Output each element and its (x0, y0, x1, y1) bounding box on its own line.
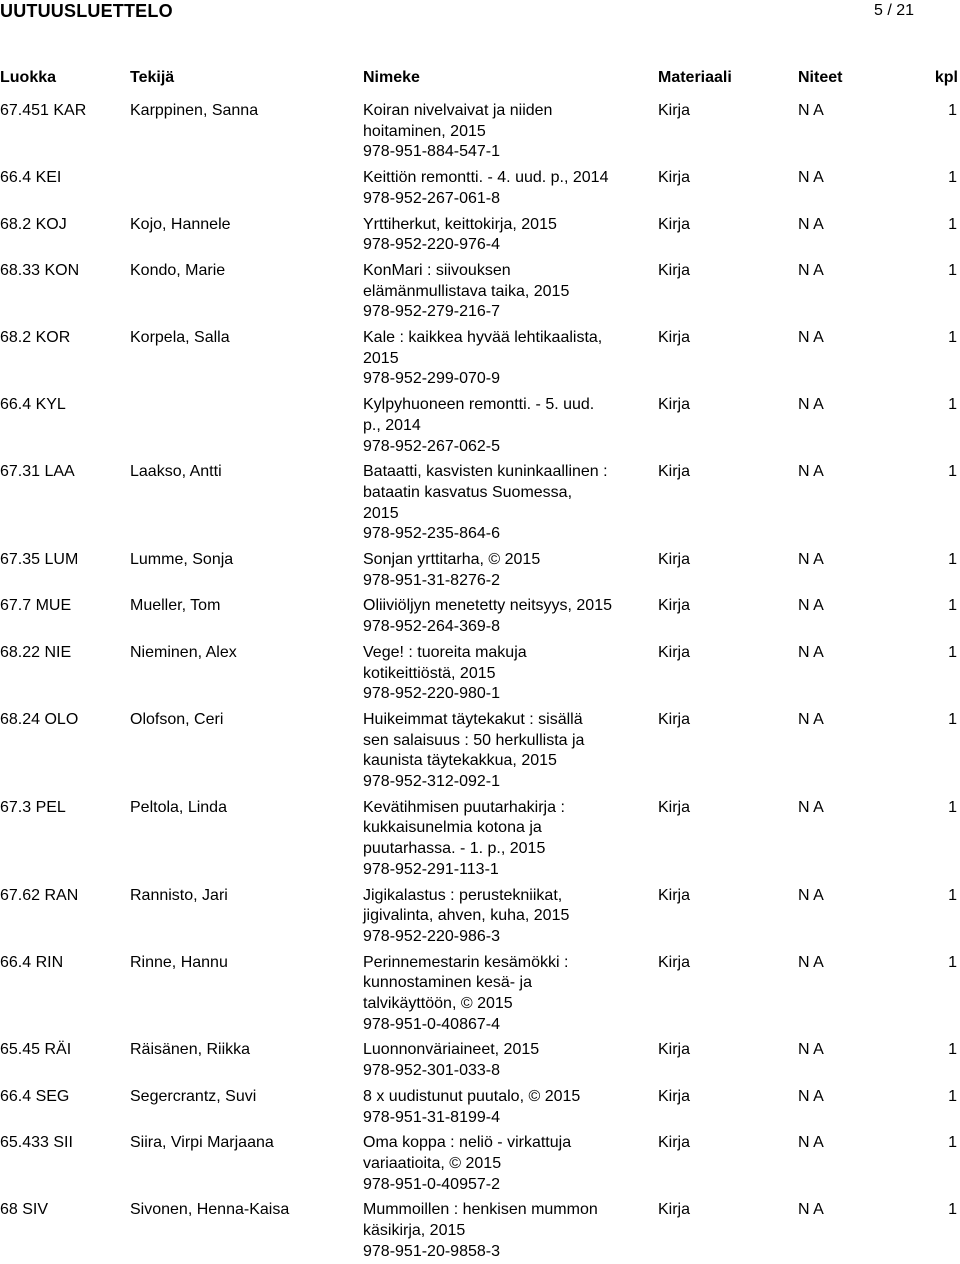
row-isbn: 978-951-884-547-1 (363, 143, 500, 161)
row-title-line: Sonjan yrttitarha, © 2015 (363, 551, 541, 568)
column-header-luokka: Luokka (0, 69, 57, 86)
row-materiaali: Kirja (658, 463, 691, 481)
row-nimeke (363, 462, 633, 545)
row-luokka: 65.433 SII (0, 1134, 73, 1152)
row-nimeke (363, 643, 633, 705)
row-title-line: elämänmullistava taika, 2015 (363, 282, 570, 300)
row-niteet: N A (798, 215, 824, 233)
row-tekija: Sivonen, Henna-Kaisa (130, 1201, 290, 1219)
row-title-line: hoitaminen, 2015 (363, 122, 486, 140)
row-luokka: 68.2 KOJ (0, 215, 67, 233)
row-materiaali: Kirja (658, 102, 691, 119)
row-kpl: 1 (948, 551, 957, 568)
row-tekija: Olofson, Ceri (130, 710, 224, 728)
row-nimeke (363, 1040, 633, 1081)
row-nimeke (363, 710, 633, 793)
row-isbn: 978-952-220-976-4 (363, 236, 500, 254)
column-header-nimeke: Nimeke (363, 69, 420, 86)
row-title-line: Kylpyhuoneen remontti. - 5. uud. (363, 396, 595, 414)
row-niteet: N A (798, 886, 824, 904)
row-luokka: 68 SIV (0, 1201, 49, 1219)
row-kpl: 1 (948, 710, 957, 728)
row-niteet: N A (798, 643, 824, 661)
row-title-line: Koiran nivelvaivat ja niiden (363, 102, 553, 119)
row-title-line: KonMari : siivouksen (363, 261, 511, 279)
row-luokka: 67.35 LUM (0, 551, 79, 568)
row-tekija: Kondo, Marie (130, 261, 226, 279)
row-nimeke (363, 1133, 633, 1195)
row-isbn: 978-951-31-8199-4 (363, 1108, 500, 1126)
row-materiaali: Kirja (658, 710, 691, 728)
row-isbn: 978-952-264-369-8 (363, 618, 500, 636)
row-isbn: 978-952-301-033-8 (363, 1062, 500, 1080)
row-kpl: 1 (948, 1041, 957, 1059)
row-materiaali: Kirja (658, 329, 691, 346)
row-niteet: N A (798, 953, 824, 971)
row-title-line: Oliiviöljyn menetetty neitsyys, 2015 (363, 597, 612, 615)
row-isbn: 978-952-235-864-6 (363, 525, 500, 543)
row-niteet: N A (798, 1201, 824, 1219)
row-luokka: 67.3 PEL (0, 798, 66, 816)
row-tekija: Laakso, Antti (130, 463, 222, 481)
row-niteet: N A (798, 1041, 824, 1059)
row-tekija: Karppinen, Sanna (130, 102, 259, 119)
row-kpl: 1 (948, 953, 957, 971)
row-kpl: 1 (948, 1134, 957, 1152)
row-title-line: p., 2014 (363, 416, 421, 434)
row-materiaali: Kirja (658, 1201, 691, 1219)
column-header-tekija: Tekijä (130, 69, 175, 86)
row-niteet: N A (798, 463, 824, 481)
row-luokka: 67.451 KAR (0, 102, 87, 119)
column-header-materiaali: Materiaali (658, 69, 732, 86)
row-tekija: Siira, Virpi Marjaana (130, 1134, 274, 1152)
column-header-niteet: Niteet (798, 69, 843, 86)
row-kpl: 1 (948, 102, 957, 119)
row-luokka: 66.4 RIN (0, 953, 64, 971)
row-niteet: N A (798, 329, 824, 346)
row-isbn: 978-952-279-216-7 (363, 303, 500, 321)
row-title-line: Keittiön remontti. - 4. uud. p., 2014 (363, 169, 609, 187)
row-isbn: 978-952-220-986-3 (363, 927, 500, 945)
row-title-line: jigivalinta, ahven, kuha, 2015 (363, 907, 570, 925)
row-tekija: Rannisto, Jari (130, 886, 228, 904)
row-kpl: 1 (948, 169, 957, 187)
row-materiaali: Kirja (658, 261, 691, 279)
row-niteet: N A (798, 261, 824, 279)
page-number: 5 / 21 (873, 2, 914, 19)
row-niteet: N A (798, 396, 824, 414)
row-title-line: variaatioita, © 2015 (363, 1154, 502, 1172)
row-nimeke (363, 1087, 633, 1128)
row-nimeke (363, 328, 633, 390)
row-luokka: 68.2 KOR (0, 329, 71, 346)
row-tekija: Peltola, Linda (130, 798, 227, 816)
row-title-line: Vege! : tuoreita makuja (363, 643, 527, 661)
row-materiaali: Kirja (658, 953, 691, 971)
row-tekija: Kojo, Hannele (130, 215, 231, 233)
row-niteet: N A (798, 1134, 824, 1152)
row-title-line: Luonnonväriaineet, 2015 (363, 1041, 540, 1059)
row-luokka: 66.4 KYL (0, 396, 66, 414)
row-materiaali: Kirja (658, 215, 691, 233)
row-isbn: 978-952-291-113-1 (363, 860, 499, 878)
row-materiaali: Kirja (658, 396, 691, 414)
row-title-line: kaunista täytekakkua, 2015 (363, 752, 557, 770)
row-niteet: N A (798, 1087, 824, 1105)
row-luokka: 66.4 SEG (0, 1087, 70, 1105)
row-title-line: kunnostaminen kesä- ja (363, 974, 532, 992)
row-title-line: käsikirja, 2015 (363, 1222, 466, 1239)
row-kpl: 1 (948, 1087, 957, 1105)
row-title-line: Perinnemestarin kesämökki : (363, 953, 569, 971)
row-nimeke (363, 886, 633, 948)
row-title-line: Mummoillen : henkisen mummon (363, 1201, 598, 1219)
row-nimeke (363, 798, 633, 881)
row-kpl: 1 (948, 261, 957, 279)
row-luokka: 68.33 KON (0, 261, 80, 279)
row-tekija: Räisänen, Riikka (130, 1041, 251, 1059)
row-title-line: 2015 (363, 349, 399, 367)
row-title-line: talvikäyttöön, © 2015 (363, 995, 513, 1012)
row-materiaali: Kirja (658, 1087, 691, 1105)
row-tekija: Lumme, Sonja (130, 551, 234, 568)
row-isbn: 978-952-220-980-1 (363, 685, 500, 703)
row-materiaali: Kirja (658, 597, 691, 615)
row-nimeke (363, 261, 633, 323)
row-title-line: kotikeittiöstä, 2015 (363, 664, 496, 682)
row-nimeke (363, 215, 633, 256)
row-kpl: 1 (948, 329, 957, 346)
row-materiaali: Kirja (658, 551, 691, 568)
row-niteet: N A (798, 551, 824, 568)
row-isbn: 978-951-20-9858-3 (363, 1242, 500, 1260)
row-luokka: 67.31 LAA (0, 463, 75, 481)
row-title-line: Huikeimmat täytekakut : sisällä (363, 710, 583, 728)
row-materiaali: Kirja (658, 169, 691, 187)
row-nimeke (363, 550, 633, 591)
row-nimeke (363, 101, 633, 163)
row-title-line: Oma koppa : neliö - virkattuja (363, 1134, 572, 1152)
row-isbn: 978-952-299-070-9 (363, 370, 500, 388)
row-kpl: 1 (948, 1201, 957, 1219)
row-luokka: 66.4 KEI (0, 169, 62, 187)
row-niteet: N A (798, 169, 824, 187)
row-nimeke (363, 395, 633, 457)
row-nimeke (363, 168, 633, 209)
row-title-line: sen salaisuus : 50 herkullista ja (363, 731, 585, 749)
row-title-line: puutarhassa. - 1. p., 2015 (363, 840, 546, 858)
row-nimeke (363, 953, 633, 1036)
row-luokka: 67.62 RAN (0, 886, 79, 904)
row-title-line: Kevätihmisen puutarhakirja : (363, 798, 565, 816)
row-tekija: Korpela, Salla (130, 329, 230, 346)
row-isbn: 978-952-312-092-1 (363, 773, 500, 790)
row-materiaali: Kirja (658, 1041, 691, 1059)
row-kpl: 1 (948, 886, 957, 904)
row-kpl: 1 (948, 215, 957, 233)
row-tekija: Nieminen, Alex (130, 643, 237, 661)
row-luokka: 65.45 RÄI (0, 1041, 72, 1059)
row-title-line: Kale : kaikkea hyvää lehtikaalista, (363, 329, 603, 346)
row-materiaali: Kirja (658, 886, 691, 904)
row-title-line: 2015 (363, 504, 399, 522)
row-kpl: 1 (948, 463, 957, 481)
column-header-kpl: kpl (934, 69, 958, 86)
row-tekija: Segercrantz, Suvi (130, 1087, 257, 1105)
row-isbn: 978-951-0-40957-2 (363, 1175, 500, 1193)
row-title-line: Yrttiherkut, keittokirja, 2015 (363, 215, 557, 233)
row-niteet: N A (798, 798, 824, 816)
row-title-line: Bataatti, kasvisten kuninkaallinen : (363, 463, 608, 481)
row-nimeke (363, 596, 633, 637)
row-luokka: 68.24 OLO (0, 710, 79, 728)
row-title-line: Jigikalastus : perustekniikat, (363, 886, 563, 904)
row-title-line: 8 x uudistunut puutalo, © 2015 (363, 1087, 581, 1105)
row-tekija: Mueller, Tom (130, 597, 221, 615)
row-kpl: 1 (948, 597, 957, 615)
row-niteet: N A (798, 597, 824, 615)
page-title: UUTUUSLUETTELO (0, 1, 173, 21)
row-niteet: N A (798, 710, 824, 728)
row-kpl: 1 (948, 396, 957, 414)
row-niteet: N A (798, 102, 824, 119)
row-isbn: 978-951-0-40867-4 (363, 1015, 500, 1033)
row-luokka: 68.22 NIE (0, 643, 72, 661)
row-tekija: Rinne, Hannu (130, 953, 228, 971)
row-materiaali: Kirja (658, 1134, 691, 1152)
column-headers (0, 69, 960, 91)
row-materiaali: Kirja (658, 643, 691, 661)
row-luokka: 67.7 MUE (0, 597, 72, 615)
row-kpl: 1 (948, 643, 957, 661)
row-kpl: 1 (948, 798, 957, 816)
row-isbn: 978-951-31-8276-2 (363, 571, 500, 589)
row-title-line: bataatin kasvatus Suomessa, (363, 483, 573, 501)
row-isbn: 978-952-267-061-8 (363, 189, 500, 207)
row-title-line: kukkaisunelmia kotona ja (363, 819, 542, 837)
row-isbn: 978-952-267-062-5 (363, 437, 500, 455)
row-nimeke (363, 1200, 633, 1262)
row-materiaali: Kirja (658, 798, 691, 816)
